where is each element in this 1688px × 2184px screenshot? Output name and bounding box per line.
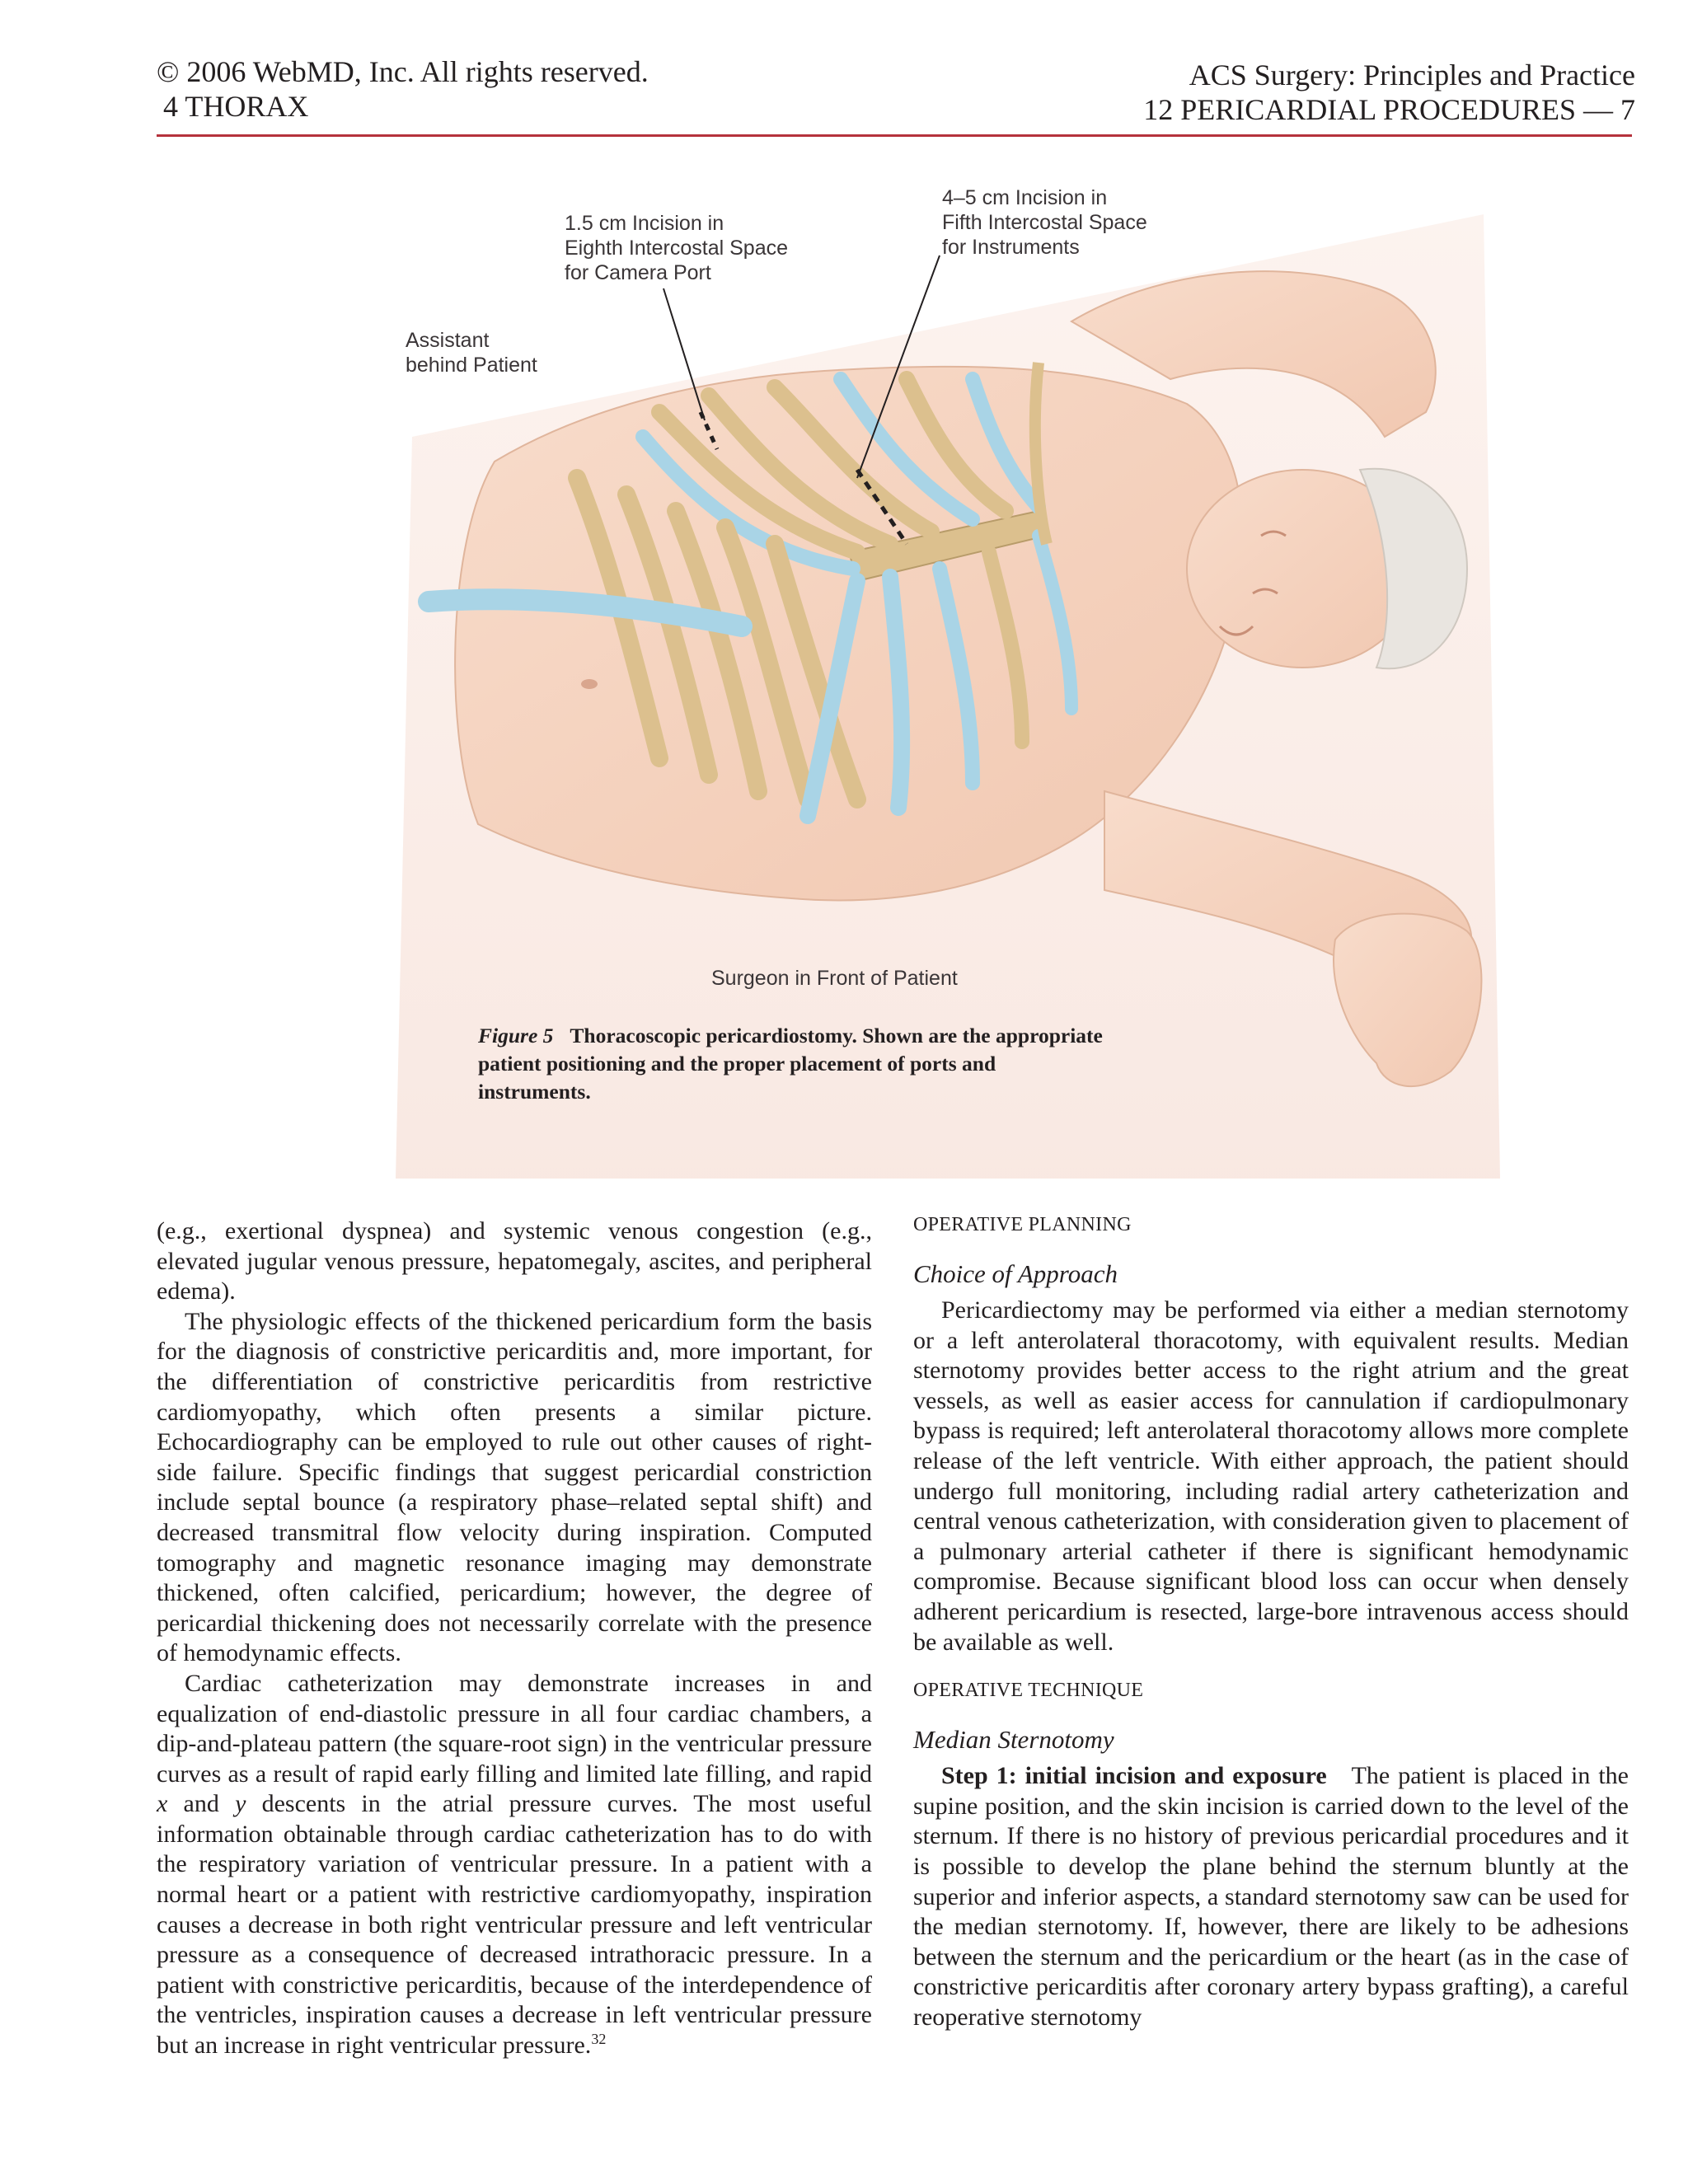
section-line: 4 THORAX	[163, 90, 309, 123]
figure-number: Figure 5	[478, 1024, 554, 1047]
camera-port-label	[565, 211, 788, 285]
right-paragraph-1: Pericardiectomy may be performed via either a median sternotomy or a left anterolateral thoracotomy, with equivalent results. Median sternotomy provides better access to the right atrium and the great vessels, as well as easier access for cannulation if cardiopulmonary bypass is required; left anterolateral thoracotomy allows more complete release of the left ventricle. With either approach, the patient should undergo full monitoring, including radial artery catheterization and central venous catheterization, with consideration given to placement of a pulmonary arterial catheter if there is significant hemodynamic compromise. Because significant blood loss can occur when densely adherent pericardium is resected, large-bore intravenous access should be available as well.	[913, 1296, 1629, 1656]
left-column	[157, 1216, 872, 2061]
camera-port-line-3: for Camera Port	[565, 261, 711, 284]
instruments-line-2: Fifth Intercostal Space	[942, 211, 1147, 234]
subheading-median-sternotomy: Median Sternotomy	[913, 1725, 1114, 1755]
left-paragraph-3-and: and	[167, 1790, 236, 1818]
instruments-line-1: 4–5 cm Incision in	[942, 186, 1108, 209]
camera-port-line-2: Eighth Intercostal Space	[565, 237, 788, 260]
book-title: ACS Surgery: Principles and Practice	[1189, 59, 1635, 91]
left-paragraph-3-part-a: Cardiac catheterization may demonstrate increases in and equalization of end-diastolic pressure in all four cardiac chambers, a dip-and-plateau pattern (the square-root sign) in the ventricular pressure curves as a result of rapid early filling and limited late filling, and rapid	[157, 1669, 872, 1788]
running-header-right	[1143, 58, 1635, 127]
section-heading-operative-technique: OPERATIVE TECHNIQUE	[913, 1680, 1144, 1702]
chapter-title: 12 PERICARDIAL PROCEDURES — 7	[1143, 93, 1635, 126]
figure-caption	[478, 1022, 1104, 1106]
step-1-text: The patient is placed in the supine position, and the skin incision is carried down to the level of the sternum. If there is no history of previous pericardial procedures and it is possible to develop the plane behind the sternum bluntly at the superior and inferior aspects, a standard sternotomy saw can be used for the median sternotomy. If, however, there are likely to be adhesions between the sternum and the pericardium or the heart (as in the case of constrictive pericarditis after coronary artery bypass grafting), a careful reoperative sternotomy	[913, 1762, 1629, 2031]
running-header-left	[157, 54, 649, 124]
instruments-label	[942, 185, 1147, 260]
x-descent-symbol: x	[157, 1790, 168, 1818]
copyright-line: © 2006 WebMD, Inc. All rights reserved.	[157, 55, 649, 88]
reference-marker: 32	[591, 2031, 607, 2048]
assistant-line-1: Assistant	[406, 329, 490, 352]
step-1-title: Step 1: initial incision and exposure	[941, 1762, 1327, 1790]
left-paragraph-3-part-b: descents in the atrial pressure curves. The most useful information obtainable through cardiac catheterization has to do with the respiratory variation of ventricular pressure. In a patient with a normal heart or a patient with restrictive cardiomyopathy, inspiration causes a decrease in both right ventricular pressure and left ventricular pressure as a consequence of decreased intrathoracic pressure. In a patient with constrictive pericarditis, because of the interdependence of the ventricles, inspiration causes a decrease in left ventricular pressure but an increase in right ventricular pressure.	[157, 1790, 872, 2060]
surgeon-label: Surgeon in Front of Patient	[711, 967, 958, 990]
camera-port-line-1: 1.5 cm Incision in	[565, 212, 724, 235]
instruments-line-3: for Instruments	[942, 236, 1080, 259]
left-paragraph-2: The physiologic effects of the thickened pericardium form the basis for the diagnosis of constrictive pericarditis and, more important, for the differentiation of constrictive pericarditis from restrictive cardiomyopathy, which often presents a similar picture. Echocardiography can be employed to rule out other causes of right-side failure. Specific findings that suggest pericardial constriction include septal bounce (a respiratory phase–related septal shift) and decreased transmitral flow velocity during inspiration. Computed tomography and magnetic resonance imaging may demonstrate thickened, often calcified, pericardium; however, the degree of pericardial thickening does not necessarily correlate with the presence of hemodynamic effects.	[157, 1307, 872, 1667]
assistant-label	[406, 328, 537, 377]
subheading-choice-of-approach: Choice of Approach	[913, 1259, 1118, 1288]
section-heading-operative-planning: OPERATIVE PLANNING	[913, 1214, 1132, 1235]
figure-caption-text: Thoracoscopic pericardiostomy. Shown are the appropriate patient positioning and the proper placement of ports and instruments.	[478, 1024, 1103, 1104]
left-paragraph-3	[157, 1669, 872, 2061]
right-column	[913, 1210, 1629, 2032]
assistant-line-2: behind Patient	[406, 354, 537, 377]
header-rule	[157, 134, 1632, 137]
y-descent-symbol: y	[235, 1790, 246, 1818]
left-paragraph-1: (e.g., exertional dyspnea) and systemic venous congestion (e.g., elevated jugular venous pressure, hepatomegaly, ascites, and peripheral edema).	[157, 1217, 872, 1305]
step-1-paragraph	[913, 1761, 1629, 2032]
